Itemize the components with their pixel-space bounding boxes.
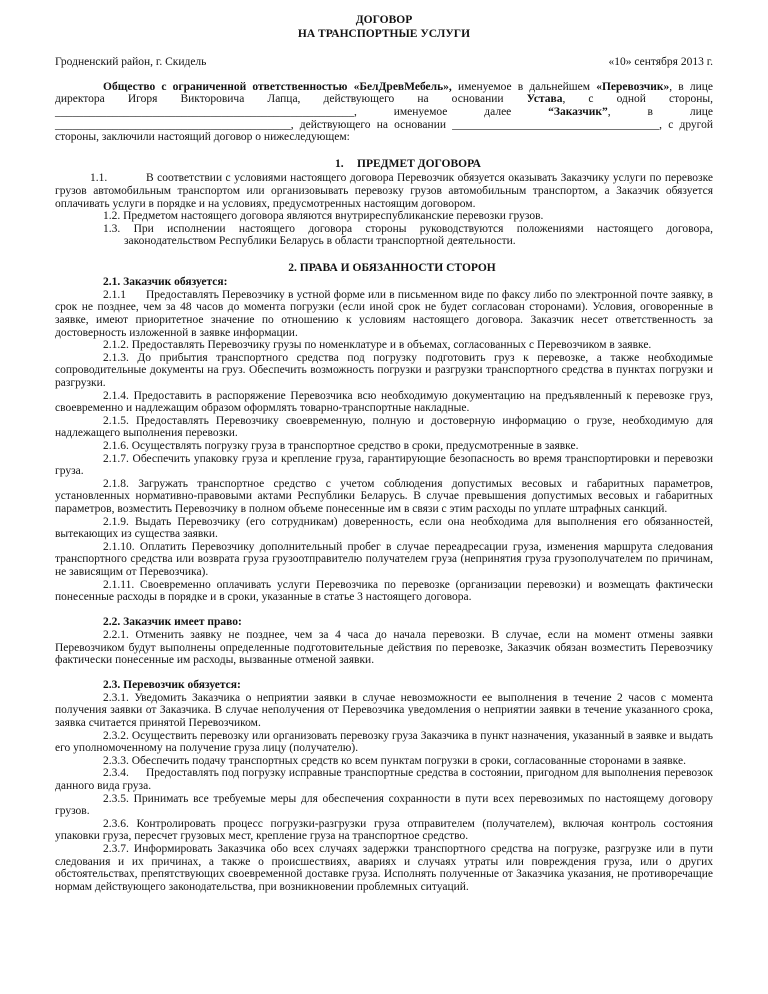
clause-2-3-6 (55, 818, 713, 843)
clause-text: Предметом настоящего договора являются внутриреспубликанские перевозки грузов. (123, 210, 544, 223)
clause-text: Контролировать процесс погрузки-разгрузки груза отправителем (получателем), включая контроль состояния упаковки груза, пересчет грузовых мест, крепление груза на транспортное средство. (55, 817, 714, 843)
clause-2-1-4 (55, 390, 713, 415)
preamble-text: именуемое в дальнейшем (451, 80, 597, 93)
clause-number: 2.1.8. (103, 477, 129, 490)
clause-2-1-6 (55, 440, 713, 453)
clause-number: 2.3.2. (103, 729, 129, 742)
clause-1-3 (103, 222, 714, 248)
preamble-text: , в лице директора Игоря Викторовича Лапца, действующего на основании (55, 80, 713, 106)
clause-text: Выдать Перевозчику (его сотрудникам) доверенность, если она необходима для выполнения его обязанностей, вытекающих из существа заявки. (55, 515, 713, 541)
preamble (55, 81, 713, 144)
clause-text: Осуществлять погрузку груза в транспортное средство в сроки, предусмотренные в заявке. (131, 440, 579, 452)
clause-2-3-2 (55, 730, 713, 755)
clause-2-1-1 (55, 289, 713, 339)
clause-1-2 (103, 210, 713, 223)
carrier-party-name: «Перевозчик» (596, 80, 670, 93)
clause-2-1-2 (55, 339, 713, 352)
clause-number: 2.1.7. (103, 452, 129, 465)
blank-customer-basis: ____________________________________ (452, 118, 660, 131)
document-title (55, 13, 713, 42)
clause-number: 2.1.10. (103, 540, 135, 553)
company-name: Общество с ограниченной ответственностью «БелДревМебель», (103, 80, 452, 93)
clause-text: При исполнении настоящего договора стороны руководствуются положениями настоящего договора, законодательством Республики Беларусь в области транспортной деятельности. (124, 222, 714, 248)
clause-2-3-1 (55, 692, 713, 730)
clause-2-3-7 (55, 843, 713, 893)
clause-text: Предоставить в распоряжение Перевозчика всю необходимую документацию на предъявленный к перевозке груз, своевременно и надлежащим образом оформлять товарно-транспортные накладные. (55, 389, 714, 415)
contract-page (55, 13, 713, 893)
clause-number: 1.3. (103, 222, 121, 235)
clause-text: В соответствии с условиями настоящего договора Перевозчик обязуется оказывать Заказчику услуги по перевозке грузов автомобильным транспортом или организовывать перевозку грузов автомобильным транспортом, а Заказчик обязуется оплачивать услуги в порядке и на условиях, предусмотренных настоящим договором. (55, 172, 713, 210)
clause-text: До прибытия транспортного средства под погрузку подготовить груз к перевозке, а также необходимые сопроводительные документы на груз. Обеспечить возможность погрузки и разгрузки транспортного средства в пунктах погрузки и разгрузки. (55, 351, 714, 390)
blank-customer-representative: _________________________________________ (55, 118, 291, 131)
clause-text: Предоставлять Перевозчику в устной форме или в письменном виде по факсу либо по электронной почте заявку, в срок не позднее, чем за 48 часов до момента погрузки (если иной срок не будет согласован сторонами). Условия, оговоренные в заявке, имеют приоритетное значение по отношению к условиям настоящего договора. Заказчик несет ответственность за достоверность изложенной в заявке информации. (55, 288, 713, 339)
preamble-text: , действующего на основании (290, 118, 453, 131)
charter-basis: Устава (526, 93, 563, 106)
clause-number: 2.3.1. (103, 691, 129, 704)
subsection-2-3-heading: 2.3. Перевозчик обязуется: (103, 679, 241, 692)
clause-2-1-11 (55, 579, 713, 604)
subsection-2-2-heading: 2.2. Заказчик имеет право: (103, 616, 242, 629)
clause-number: 2.2.1. (103, 628, 129, 641)
section-number: 1. (335, 158, 344, 171)
clause-2-1-7 (55, 453, 713, 478)
clause-number: 2.1.4. (103, 389, 129, 402)
clause-1-1 (55, 172, 713, 210)
clause-number: 2.3.6. (103, 817, 129, 830)
subsection-2-1-heading: 2.1. Заказчик обязуется: (103, 276, 228, 289)
clause-2-3-3 (55, 755, 713, 768)
place-date-row (55, 56, 713, 69)
clause-text: Предоставлять Перевозчику своевременную, полную и достоверную информацию о грузе, необходимую для надлежащего выполнения перевозки. (55, 414, 714, 440)
clause-text: Обеспечить подачу транспортных средств ко всем пунктам погрузки в сроки, согласованные сторонами в заявке. (131, 754, 686, 767)
clause-text: Принимать все требуемые меры для обеспечения сохранности в пути всех перевозимых по настоящему договору грузов. (55, 792, 714, 818)
preamble-text: , с одной стороны, (562, 93, 713, 106)
clause-2-3-5 (55, 793, 713, 818)
section-1-heading (55, 158, 713, 171)
clause-number: 2.3.5. (103, 792, 129, 805)
clause-text: Информировать Заказчика обо всех случаях задержки транспортного средства на погрузке, разгрузке или в пути следования и их причинах, а также о происшествиях, авариях и случаях утраты или повреждения груза, или о других обстоятельствах, препятствующих своевременной доставке груза. Исполнять полученные от Заказчика указания, не противоречащие нормам действующего законодательства, при возникновении проблемных ситуаций. (55, 843, 714, 893)
clause-number: 1.1. (90, 172, 108, 185)
clause-2-1-5 (55, 415, 713, 440)
clause-2-1-10 (55, 541, 713, 579)
clause-text: Своевременно оплачивать услуги Перевозчика по перевозке (организации перевозки) и возмещать фактически понесенные расходы в порядке и в сроки, указанные в статье 3 настоящего договора. (55, 578, 713, 604)
clause-text: Отменить заявку не позднее, чем за 4 часа до начала перевозки. В случае, если на момент отмены заявки Перевозчиком будут выполнены определенные подготовительные действия по перевозке, Заказчик обязан возместить Перевозчику фактически понесенные им расходы, вызванные отменой заявки. (55, 628, 714, 667)
clause-text: Оплатить Перевозчику дополнительный пробег в случае переадресации груза, изменения маршрута следования транспортного средства или возврата груза грузоотправителю получателем груза (непринятия груза грузополучателем по причинам, не зависящим от Перевозчика). (55, 540, 713, 578)
clause-number: 1.2. (103, 210, 121, 223)
clause-2-1-3 (55, 352, 713, 390)
clause-number: 2.1.2. (103, 339, 129, 352)
clause-2-3-4 (55, 767, 713, 792)
title-line-1: ДОГОВОР (355, 14, 413, 26)
clause-text: Обеспечить упаковку груза и крепление груза, гарантирующие безопасность во время транспортировки и перевозки груза. (55, 452, 714, 478)
clause-number: 2.3.4. (103, 767, 129, 780)
clause-number: 2.1.6. (103, 440, 129, 452)
clause-number: 2.3.3. (103, 754, 129, 767)
clause-text: Уведомить Заказчика о неприятии заявки в случае невозможности ее выполнения в течение 2 часов с момента получения заявки от Заказчика. В случае неполучения от Перевозчика уведомления о неприятии заявки в течение указанного срока, заявка считается принятой Перевозчиком. (55, 691, 714, 730)
clause-text: Предоставлять Перевозчику грузы по номенклатуре и в объемах, согласованных с Перевозчиком в заявке. (131, 339, 652, 352)
clause-number: 2.1.3. (103, 351, 129, 364)
clause-text: Предоставлять под погрузку исправные транспортные средства в состоянии, пригодном для выполнения перевозок данного вида груза. (55, 767, 713, 793)
preamble-text: , в лице (607, 105, 713, 118)
customer-party-name: “Заказчик” (548, 105, 608, 118)
clause-number: 2.1.1 (103, 288, 126, 301)
clause-text: Осуществить перевозку или организовать перевозку груза Заказчика в пункт назначения, указанный в заявке и выдать его уполномоченному на получение груза лицу (получателю). (55, 729, 713, 755)
clause-number: 2.3.7. (103, 843, 129, 855)
blank-customer-name: ____________________________________________________ (55, 105, 354, 118)
section-title: ПРАВА И ОБЯЗАННОСТИ СТОРОН (299, 262, 496, 275)
preamble-text: , именуемое далее (354, 105, 549, 118)
section-2-heading (55, 262, 713, 275)
clause-number: 2.1.11. (103, 578, 135, 591)
title-line-2: НА ТРАНСПОРТНЫЕ УСЛУГИ (297, 28, 471, 41)
contract-date: «10» сентября 2013 г. (608, 55, 713, 68)
section-title: ПРЕДМЕТ ДОГОВОРА (357, 158, 481, 171)
preamble-text: , с другой стороны, заключили настоящий договор о нижеследующем: (55, 118, 713, 144)
clause-2-1-9 (55, 516, 713, 541)
clause-2-2-1 (55, 629, 713, 667)
clause-2-1-8 (55, 478, 713, 516)
clause-number: 2.1.9. (103, 515, 129, 528)
clause-text: Загружать транспортное средство с учетом соблюдения допустимых весовых и габаритных параметров, установленных нормативно-правовыми актами Республики Беларусь. В случае превышения допустимых весовых и габаритных параметров, возместить Перевозчику в полном объеме понесенные им в связи с этим расходы по уплате штрафных санкций. (55, 477, 714, 515)
clause-number: 2.1.5. (103, 414, 129, 427)
section-number: 2. (288, 262, 297, 275)
contract-place: Гродненский район, г. Скидель (55, 55, 207, 68)
